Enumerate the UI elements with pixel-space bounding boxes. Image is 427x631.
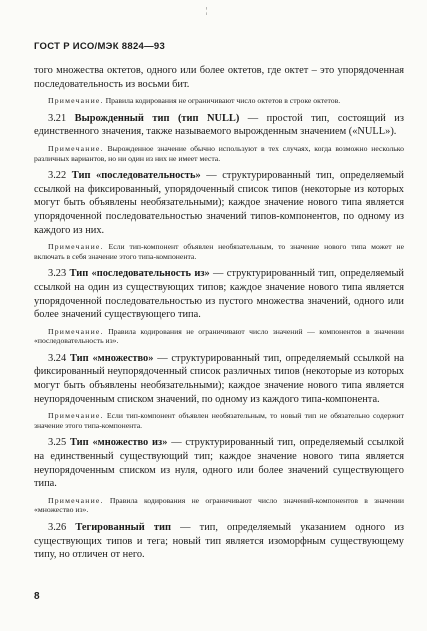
paragraph-text: того множества октетов, одного или более октетов, где октет – это упорядоченная последовательность из восьми бит. (34, 65, 404, 90)
note-text: Если тип-компонент объявлен необязательным, то значение нового типа может не включать в себя значение этого типа-компонента. (34, 242, 404, 261)
note-text: Правила кодирования не ограничивают число значений-компонентов в значении «множество из». (34, 495, 404, 515)
note-paragraph (34, 96, 404, 106)
definition-paragraph (34, 436, 404, 490)
scan-mark: ¦ (206, 6, 208, 15)
clause-number: 3.26 (48, 522, 67, 533)
note-label: Примечание. (48, 495, 104, 505)
defined-term: Тип «множество» (70, 352, 154, 364)
note-paragraph (34, 327, 404, 346)
page-number: 8 (34, 591, 40, 602)
document-body (34, 64, 404, 567)
note-paragraph (34, 242, 404, 261)
clause-number: 3.21 (48, 112, 67, 124)
defined-term: Тип «последовательность из» (69, 268, 210, 280)
defined-term: Вырожденный тип (тип NULL) (74, 112, 240, 124)
note-label: Примечание. (48, 326, 104, 336)
paragraph-text: — структурированный тип, определяемый ссылкой на фиксированный, упорядоченный список типов (некоторые из которых могут быть объявлены необязательными); каждое значение нового типа является упорядоченной последовательностью значений типов-компонентов, по одному из каждого из них. (34, 170, 404, 236)
note-text: Правила кодирования не ограничивают число октетов в строке октетов. (103, 96, 341, 106)
clause-number: 3.24 (48, 352, 67, 364)
definition-paragraph (34, 112, 404, 139)
paragraph-text: — тип, определяемый указанием одного из существующих типов и тега; новый тип является изоморфным существующему типу, но отличен от него. (34, 522, 405, 561)
note-text: Вырожденное значение обычно используют в тех случаях, когда возможно несколько различных вариантов, но ни один из них не имеет места. (34, 143, 404, 163)
definition-paragraph (34, 267, 404, 321)
definition-paragraph (34, 352, 404, 406)
definition-paragraph (34, 64, 404, 91)
page-header: ГОСТ Р ИСО/МЭК 8824—93 (34, 41, 166, 52)
note-text: Правила кодирования не ограничивают число значений — компонентов в значении «последовательность из». (34, 326, 404, 346)
note-label: Примечание. (48, 242, 104, 252)
clause-number: 3.22 (48, 170, 67, 182)
definition-paragraph (34, 521, 404, 562)
note-label: Примечание. (48, 143, 104, 153)
definition-paragraph (34, 169, 404, 237)
note-text: Если тип-компонент объявлен необязательным, то новый тип не обязательно содержит значение этого типа-компонента. (34, 411, 404, 430)
defined-term: Тип «множество из» (70, 437, 168, 449)
paragraph-text: — простой тип, состоящий из единственного значения, также называемого вырожденным значением («NULL»). (34, 112, 404, 138)
paragraph-text: — структурированный тип, определяемый ссылкой на один из существующих типов; каждое значение нового типа является упорядоченной последовательностью из пустого множества значений, одного или более значений существующего типа. (34, 268, 404, 321)
note-paragraph (34, 411, 404, 430)
defined-term: Тип «последовательность» (71, 170, 201, 182)
note-paragraph (34, 144, 404, 163)
paragraph-text: — структурированный тип, определяемый ссылкой на фиксированный неупорядоченный список различных типов (некоторые из которых могут быть объявлены необязательными); каждое значение нового типа является неупорядоченным списком значений, по одному из каждого типа-компонента. (34, 352, 404, 405)
clause-number: 3.23 (48, 268, 67, 280)
note-paragraph (34, 496, 404, 515)
note-label: Примечание. (48, 411, 104, 421)
clause-number: 3.25 (48, 437, 67, 449)
defined-term: Тегированный тип (75, 522, 171, 533)
note-label: Примечание. (48, 96, 104, 106)
paragraph-text: — структурированный тип, определяемый ссылкой на единственный существующий тип; каждое значение нового типа является неупорядоченным списком из нуля, одного или более значений существующего типа. (34, 437, 404, 490)
